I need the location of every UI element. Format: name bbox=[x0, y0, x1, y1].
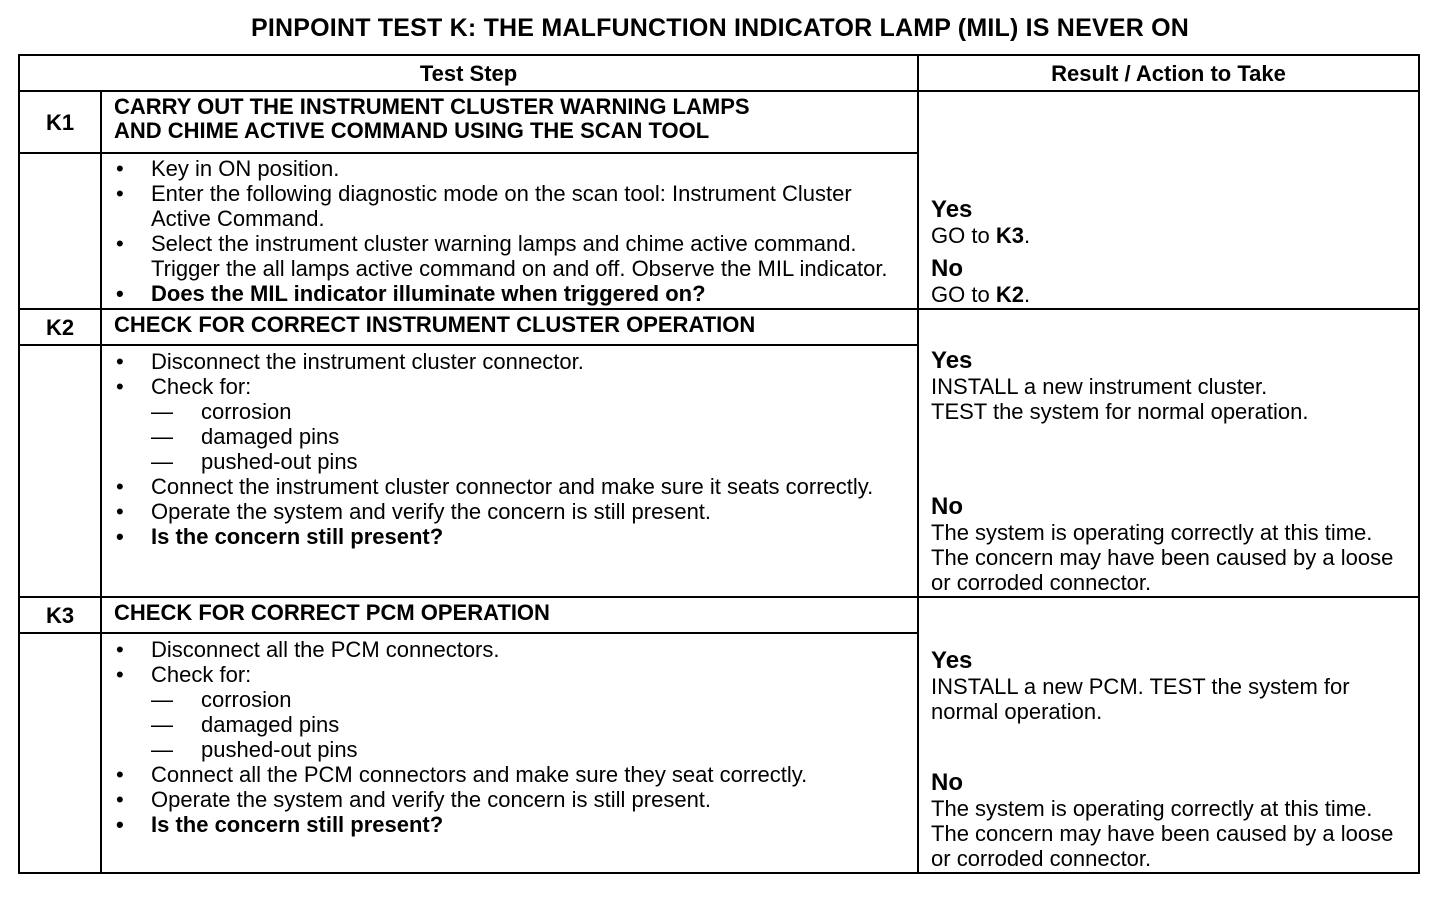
k3-no-label: No bbox=[931, 769, 964, 796]
step-question: • Is the concern still present? bbox=[116, 812, 444, 837]
k1-no-label: No bbox=[931, 255, 964, 282]
step-k1-heading-line2: AND CHIME ACTIVE COMMAND USING THE SCAN TOOL bbox=[114, 118, 710, 143]
step-k2-result bbox=[918, 309, 1419, 597]
step-k1-heading-row bbox=[19, 91, 1419, 153]
check-item: — pushed-out pins bbox=[151, 737, 358, 762]
check-item: — pushed-out pins bbox=[151, 449, 358, 474]
k3-yes-text: INSTALL a new PCM. TEST the system for normal operation. bbox=[931, 674, 1350, 724]
list-item: • Check for: — corrosion — damaged pins — pushed-out pins bbox=[114, 662, 907, 762]
k2-no-text: The system is operating correctly at this time. The concern may have been caused by a loose or corroded connector. bbox=[931, 520, 1394, 595]
step-question: • Does the MIL indicator illuminate when triggered on? bbox=[116, 281, 706, 306]
step-k1-result bbox=[918, 91, 1419, 309]
step-k2-heading: CHECK FOR CORRECT INSTRUMENT CLUSTER OPERATION bbox=[101, 309, 918, 345]
table-header-row bbox=[19, 55, 1419, 91]
list-item: • Check for: — corrosion — damaged pins — pushed-out pins bbox=[114, 374, 907, 474]
list-item: • Select the instrument cluster warning lamps and chime active command. Trigger the all lamps active command on and off. Observe the MIL indicator. bbox=[116, 231, 888, 281]
step-k2-heading-row bbox=[19, 309, 1419, 345]
list-item: • Connect all the PCM connectors and make sure they seat correctly. bbox=[116, 762, 808, 787]
k3-no-text: The system is operating correctly at this time. The concern may have been caused by a loose or corroded connector. bbox=[931, 796, 1394, 871]
step-k3-heading-row bbox=[19, 597, 1419, 633]
step-k3-body bbox=[101, 633, 918, 873]
step-question: • Is the concern still present? bbox=[116, 524, 444, 549]
check-item: — damaged pins bbox=[151, 712, 340, 737]
step-id-k2: K2 bbox=[19, 309, 101, 345]
k1-no-text: GO to K2. bbox=[931, 282, 1031, 307]
step-k1-body bbox=[101, 153, 918, 309]
list-item: • Disconnect all the PCM connectors. bbox=[116, 637, 500, 662]
step-id-k1: K1 bbox=[19, 91, 101, 153]
k3-yes-label: Yes bbox=[931, 647, 973, 674]
check-item: — corrosion bbox=[151, 687, 292, 712]
pinpoint-test-table bbox=[18, 54, 1420, 874]
list-item: • Disconnect the instrument cluster connector. bbox=[116, 349, 584, 374]
step-k2-body bbox=[101, 345, 918, 597]
check-item: — damaged pins bbox=[151, 424, 340, 449]
check-item: — corrosion bbox=[151, 399, 292, 424]
step-k3-result bbox=[918, 597, 1419, 873]
k2-no-label: No bbox=[931, 493, 964, 520]
step-k1-heading-line1: CARRY OUT THE INSTRUMENT CLUSTER WARNING LAMPS bbox=[114, 94, 750, 119]
step-id-k3: K3 bbox=[19, 597, 101, 633]
list-item: • Key in ON position. bbox=[116, 156, 340, 181]
list-item: • Connect the instrument cluster connector and make sure it seats correctly. bbox=[116, 474, 874, 499]
step-k3-heading: CHECK FOR CORRECT PCM OPERATION bbox=[101, 597, 918, 633]
step-k1-heading bbox=[101, 91, 918, 153]
page-title: PINPOINT TEST K: THE MALFUNCTION INDICATOR LAMP (MIL) IS NEVER ON bbox=[251, 14, 1189, 42]
list-item: • Operate the system and verify the concern is still present. bbox=[116, 787, 712, 812]
header-result-action: Result / Action to Take bbox=[918, 55, 1419, 91]
k2-yes-label: Yes bbox=[931, 347, 973, 374]
list-item: • Enter the following diagnostic mode on the scan tool: Instrument Cluster Active Command. bbox=[116, 181, 852, 231]
k2-yes-text-line2: TEST the system for normal operation. bbox=[931, 399, 1309, 424]
k1-yes-text: GO to K3. bbox=[931, 223, 1031, 248]
header-test-step: Test Step bbox=[19, 55, 918, 91]
k2-yes-text-line1: INSTALL a new instrument cluster. bbox=[931, 374, 1268, 399]
list-item: • Operate the system and verify the concern is still present. bbox=[116, 499, 712, 524]
k1-yes-label: Yes bbox=[931, 196, 973, 223]
